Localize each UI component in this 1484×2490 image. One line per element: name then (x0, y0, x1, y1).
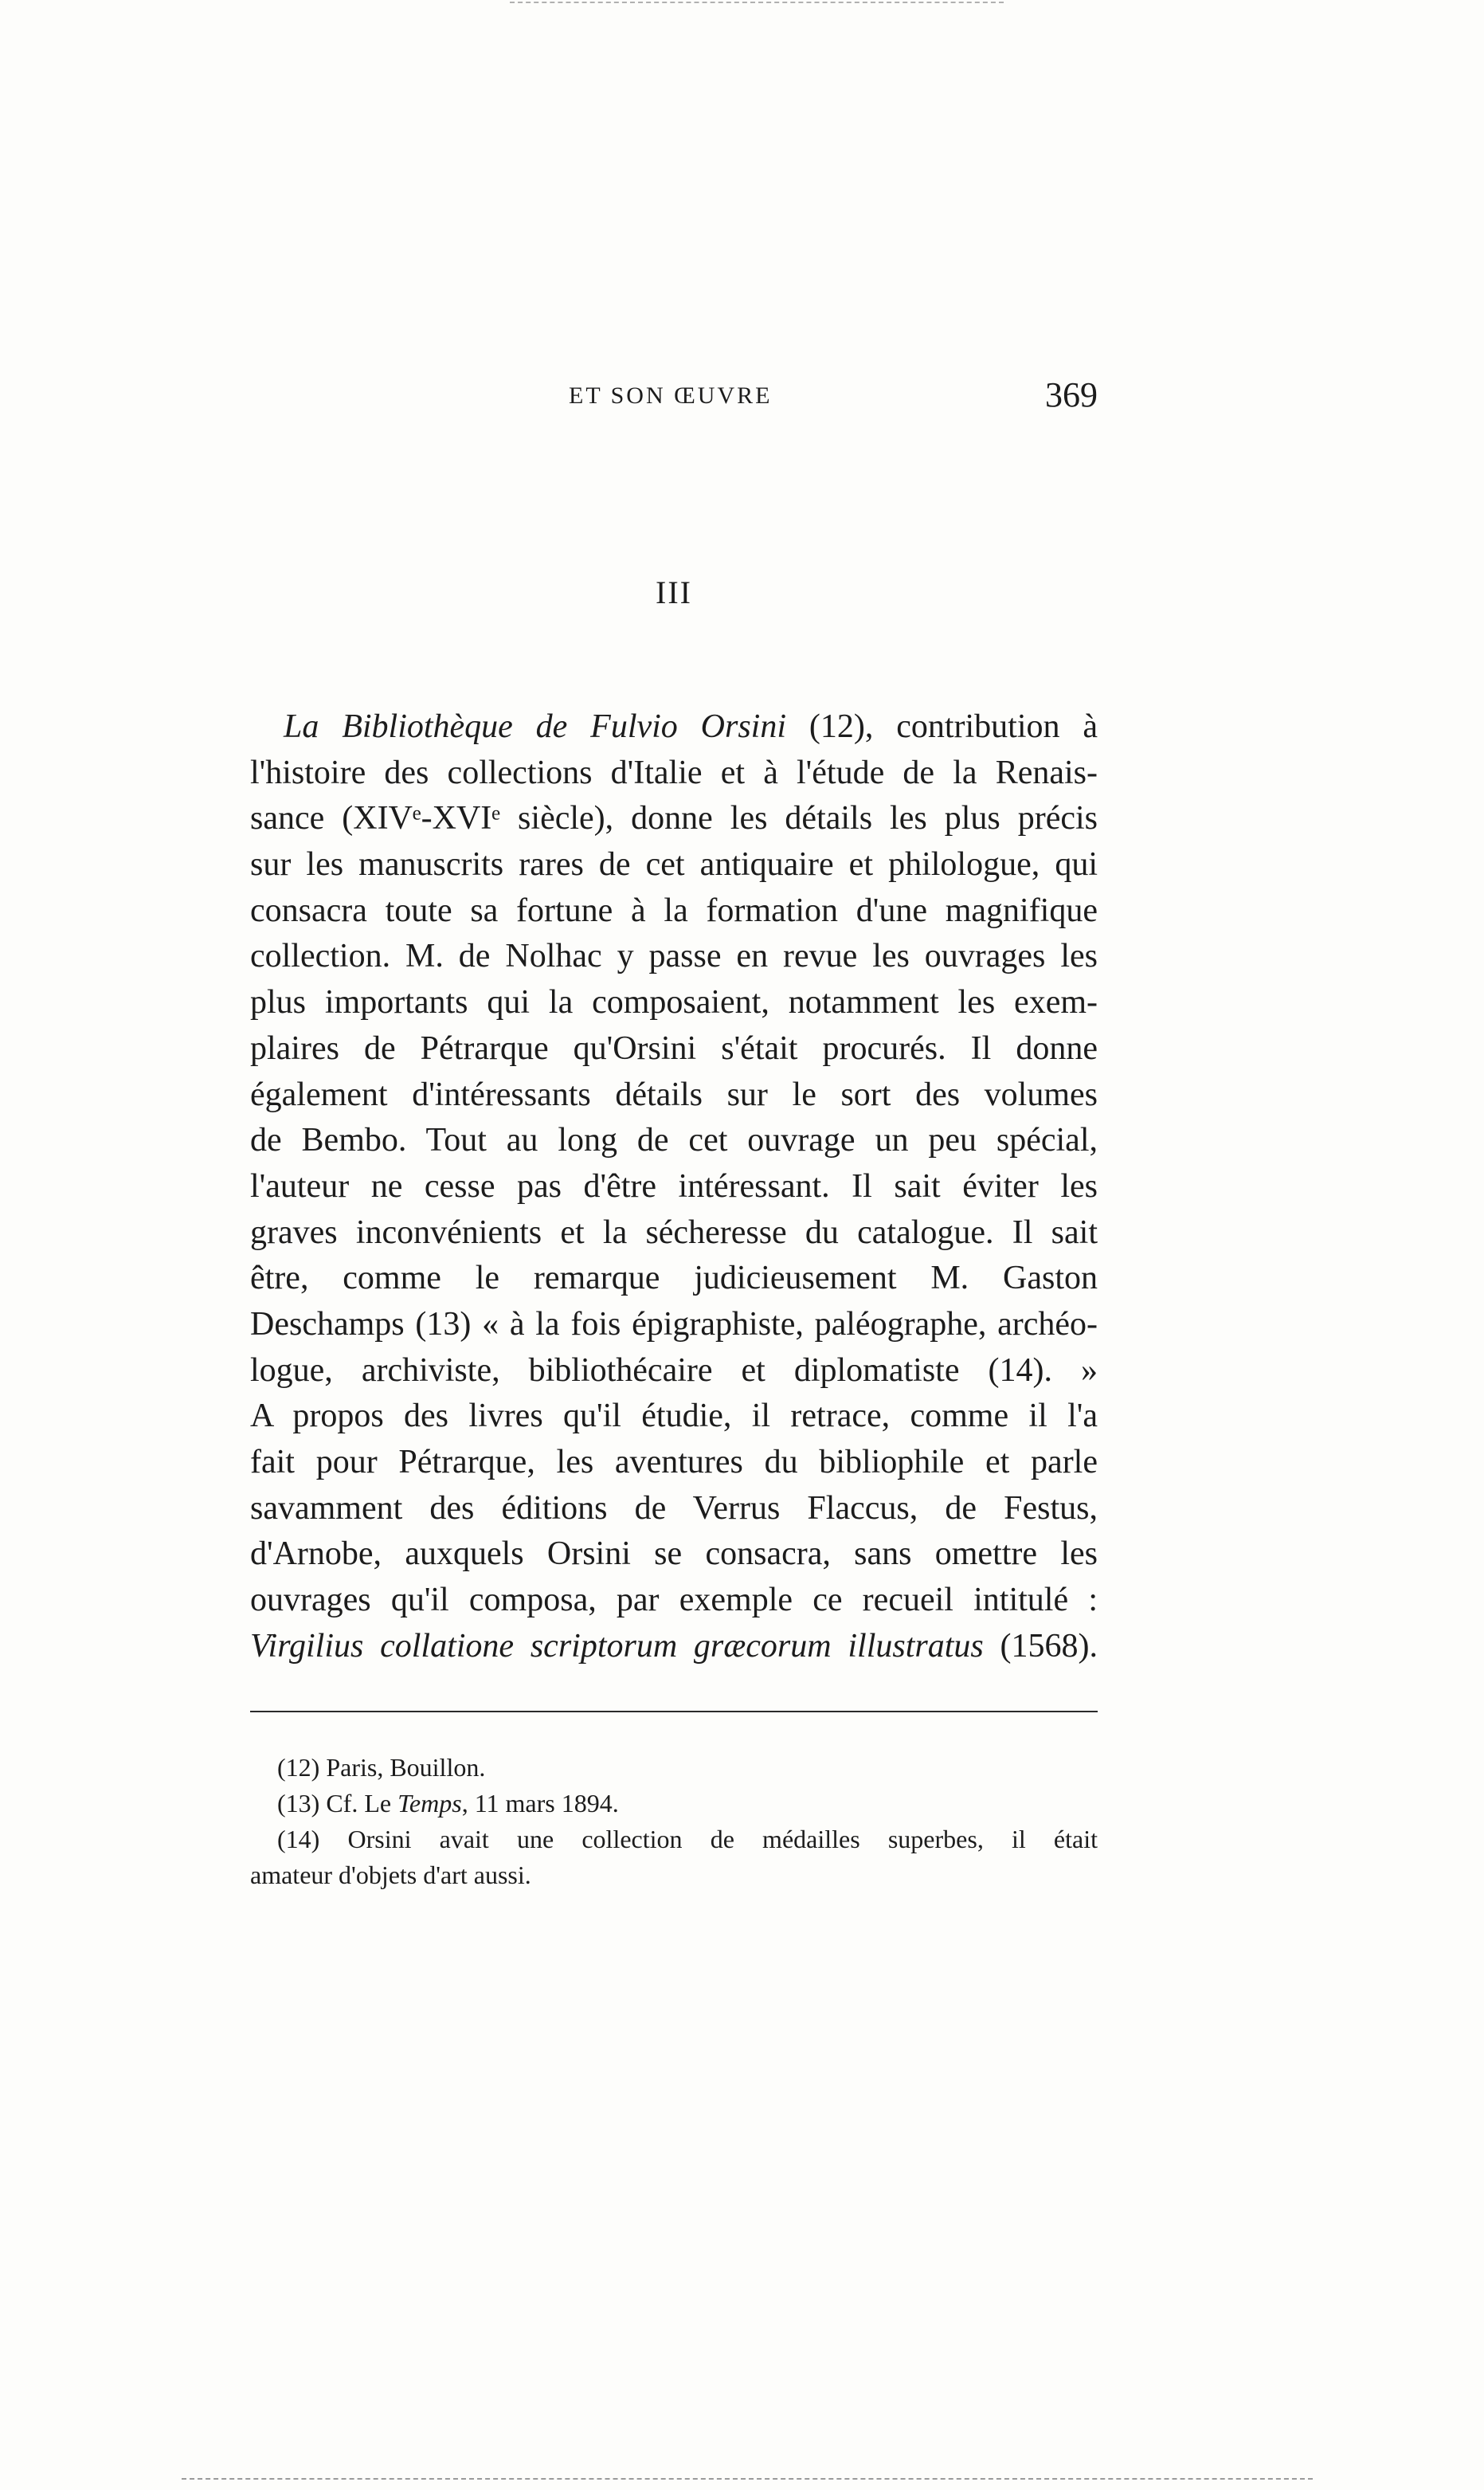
scan-edge-mark-bottom (182, 2478, 1313, 2480)
text-line: Virgilius collatione scriptorum græcorum illustratus (1568). (250, 1627, 1098, 1665)
footnote-12: (12) Paris, Bouillon. (277, 1753, 486, 1782)
text-line: A propos des livres qu'il étudie, il retrace, comme il l'a (250, 1398, 1098, 1435)
footnote-13: (13) Cf. Le Temps, 11 mars 1894. (277, 1789, 619, 1818)
book-title-italic: Virgilius collatione scriptorum græcorum illustratus (250, 1627, 984, 1665)
text-line: de Bembo. Tout au long de cet ouvrage un peu spécial, (250, 1122, 1098, 1159)
text-line: également d'intéressants détails sur le sort des volumes (250, 1076, 1098, 1113)
footnote-14-continued: amateur d'objets d'art aussi. (250, 1861, 531, 1889)
section-number: III (656, 574, 692, 610)
text-line: graves inconvénients et la sécheresse du catalogue. Il sait (250, 1214, 1098, 1251)
text-line: logue, archiviste, bibliothécaire et diplomatiste (14). » (250, 1351, 1098, 1389)
text-line: Deschamps (13) « à la fois épigraphiste, paléographe, archéo- (250, 1305, 1098, 1343)
running-title: ET SON ŒUVRE (569, 382, 773, 409)
text-line: La Bibliothèque de Fulvio Orsini (12), contribution à (284, 708, 1098, 745)
scan-edge-mark-top (510, 2, 1004, 3)
text-line: sur les manuscrits rares de cet antiquaire et philologue, qui (250, 846, 1098, 884)
footnote-14: (14) Orsini avait une collection de médailles superbes, il était (277, 1825, 1098, 1853)
text-line: collection. M. de Nolhac y passe en revue les ouvrages les (250, 938, 1098, 975)
book-title-italic: La Bibliothèque de Fulvio Orsini (284, 708, 787, 745)
text-line: sance (XIVᵉ-XVIᵉ siècle), donne les détails les plus précis (250, 800, 1098, 837)
text-line: d'Arnobe, auxquels Orsini se consacra, sans omettre les (250, 1535, 1098, 1573)
text-line: ouvrages qu'il composa, par exemple ce recueil intitulé : (250, 1582, 1098, 1619)
text-line: l'histoire des collections d'Italie et à l'étude de la Renais- (250, 754, 1098, 791)
text-line: l'auteur ne cesse pas d'être intéressant. Il sait éviter les (250, 1167, 1098, 1205)
text-line: fait pour Pétrarque, les aventures du bibliophile et parle (250, 1444, 1098, 1480)
text-line: plaires de Pétrarque qu'Orsini s'était procurés. Il donne (250, 1029, 1098, 1067)
body-paragraph (250, 704, 1098, 1669)
text-line: être, comme le remarque judicieusement M. Gaston (250, 1260, 1098, 1297)
footnote-divider (250, 1711, 1098, 1712)
running-head (250, 374, 1098, 422)
text-line: plus importants qui la composaient, notamment les exem- (250, 984, 1098, 1021)
footnotes (250, 1750, 1098, 1893)
text-line: savamment des éditions de Verrus Flaccus, de Festus, (250, 1489, 1098, 1527)
text-line: consacra toute sa fortune à la formation d'une magnifique (250, 892, 1098, 929)
page-number: 369 (1045, 375, 1098, 414)
